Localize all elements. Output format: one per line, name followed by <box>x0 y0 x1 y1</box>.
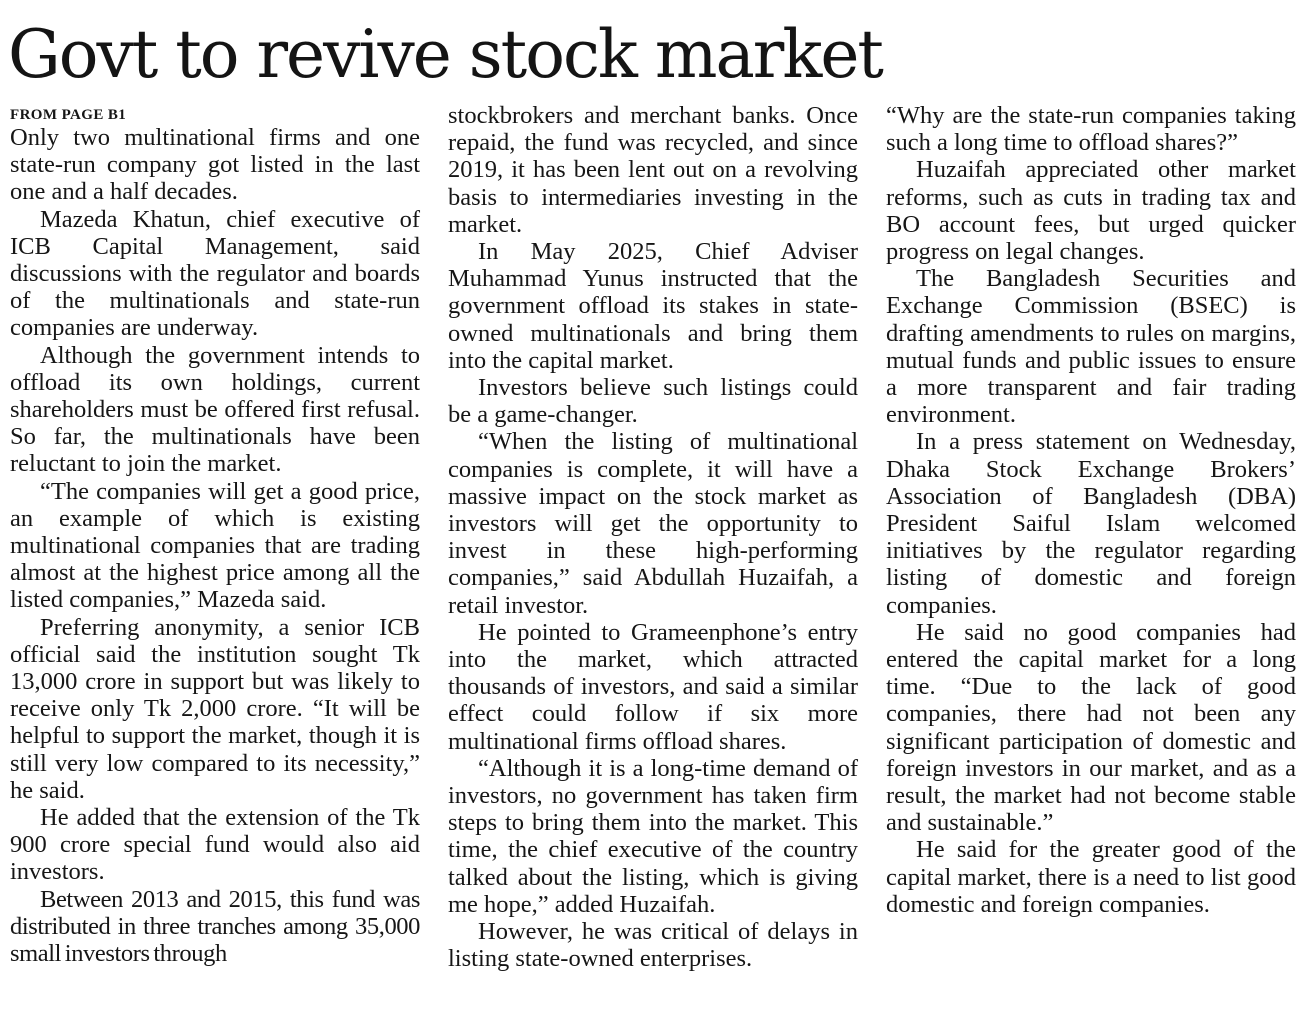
paragraph: In May 2025, Chief Adviser Muhammad Yunus instructed that the government offload its stakes in state-owned multinationals and bring them into the capital market. <box>448 238 858 374</box>
paragraph: Investors believe such listings could be a game-changer. <box>448 374 858 429</box>
article-column-3 <box>886 102 1296 918</box>
paragraph: Between 2013 and 2015, this fund was distributed in three tranches among 35,000 small investors through <box>10 885 420 968</box>
paragraph: In a press statement on Wednesday, Dhaka Stock Exchange Brokers’ Association of Bangladesh (DBA) President Saiful Islam welcomed initiatives by the regulator regarding listing of domestic and foreign companies. <box>886 428 1296 619</box>
headline: Govt to revive stock market <box>8 16 882 93</box>
paragraph: Only two multinational firms and one state-run company got listed in the last one and a half decades. <box>10 124 420 206</box>
paragraph: Although the government intends to offload its own holdings, current shareholders must be offered first refusal. So far, the multinationals have been reluctant to join the market. <box>10 341 420 478</box>
article-column-1 <box>10 102 420 967</box>
paragraph: He said no good companies had entered the capital market for a long time. “Due to the lack of good companies, there had not been any significant participation of domestic and foreign investors in our market, and as a result, the market had not become stable and sustainable.” <box>886 618 1296 837</box>
paragraph: Preferring anonymity, a senior ICB official said the institution sought Tk 13,000 crore in support but was likely to receive only Tk 2,000 crore. “It will be helpful to support the market, though it is still very low compared to its necessity,” he said. <box>10 613 420 804</box>
continuation-kicker: FROM PAGE B1 <box>10 107 127 123</box>
paragraph: Huzaifah appreciated other market reforms, such as cuts in trading tax and BO account fees, but urged quicker progress on legal changes. <box>886 156 1296 266</box>
paragraph: He said for the greater good of the capital market, there is a need to list good domestic and foreign companies. <box>886 836 1296 918</box>
paragraph: He pointed to Grameenphone’s entry into the market, which attracted thousands of investors, and said a similar effect could follow if six more multinational firms offload shares. <box>448 618 858 755</box>
paragraph: “When the listing of multinational companies is complete, it will have a massive impact on the stock market as investors will get the opportunity to invest in these high-performing companies,” said Abdullah Huzaifah, a retail investor. <box>448 428 858 619</box>
paragraph: However, he was critical of delays in listing state-owned enterprises. <box>448 918 858 973</box>
article-column-2 <box>448 102 858 973</box>
paragraph: “Why are the state-run companies taking such a long time to offload shares?” <box>886 102 1296 157</box>
paragraph: Mazeda Khatun, chief executive of ICB Capital Management, said discussions with the regulator and boards of the multinationals and state-run companies are underway. <box>10 205 420 342</box>
paragraph: The Bangladesh Securities and Exchange Commission (BSEC) is drafting amendments to rules on margins, mutual funds and public issues to ensure a more transparent and fair trading environment. <box>886 265 1296 429</box>
paragraph: “Although it is a long-time demand of investors, no government has taken firm steps to bring them into the market. This time, the chief executive of the country talked about the listing, which is giving me hope,” added Huzaifah. <box>448 754 858 918</box>
paragraph: “The companies will get a good price, an example of which is existing multinational companies that are trading almost at the highest price among all the listed companies,” Mazeda said. <box>10 477 420 614</box>
paragraph: He added that the extension of the Tk 900 crore special fund would also aid investors. <box>10 804 420 886</box>
paragraph: stockbrokers and merchant banks. Once repaid, the fund was recycled, and since 2019, it has been lent out on a revolving basis to intermediaries investing in the market. <box>448 102 858 238</box>
